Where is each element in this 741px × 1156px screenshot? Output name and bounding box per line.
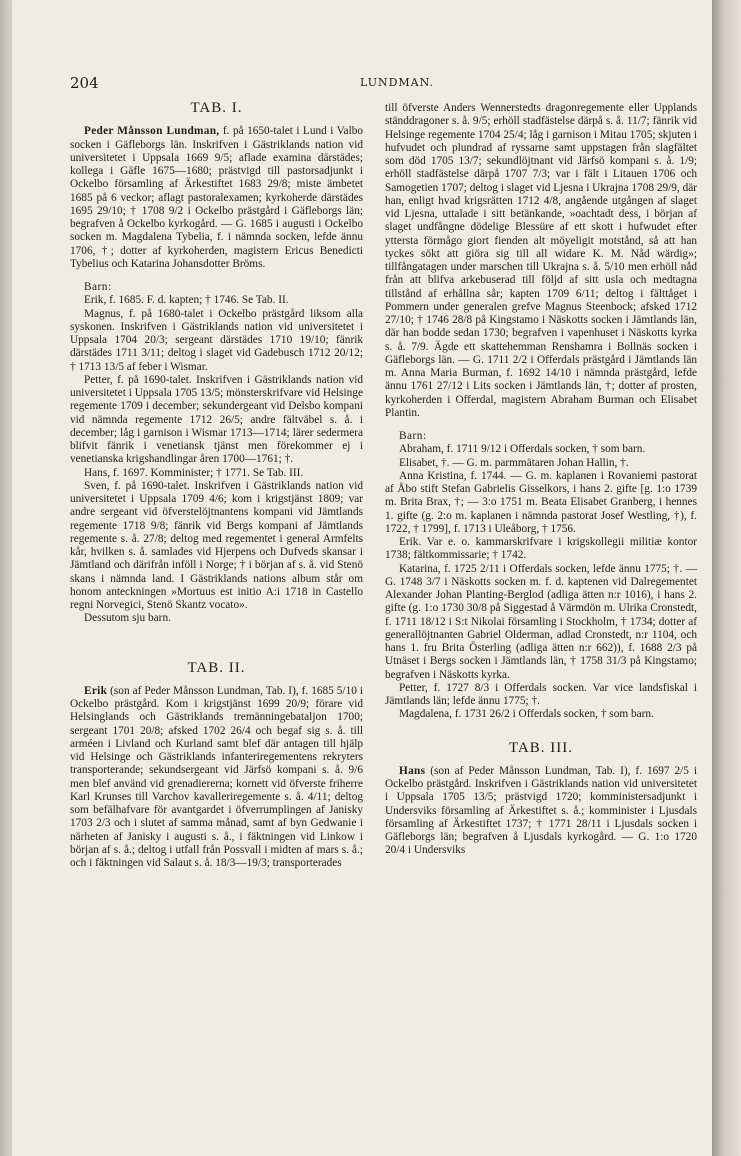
child-hans: Hans, f. 1697. Komminister; † 1771. Se Tab. III.	[84, 466, 304, 479]
child-sven: Sven, f. på 1690-talet. Inskrifven i Gästriklands nation vid universitetet i Uppsala 1709 4/6; kom i krigstjänst 1809; var andre sergeant vid öfverstelöjtnantens kompani vid Jämtlands regemente 1718 9/8; fänrik vid Bergs kompani af Jämtlands regemente s. å. 27/8; deltog med regementet i general Armfelts kår, hvilken s. å. samlades vid Hjerpens och Dufveds skansar i Jämtland och därifrån inföll i Norge; † i början af s. å. vid Stenö skans i nämnda land. I Gästriklands nations album står om honom anteckningen »Mortuus est initio A:i 1718 in Castello regni Norvegici, Stenö Skantz vocato».	[70, 479, 363, 611]
entry-hans	[385, 765, 697, 858]
children-label-1: Barn:	[84, 281, 112, 293]
child-magnus: Magnus, f. på 1680-talet i Ockelbo prästgård liksom alla syskonen. Inskrifven i Gästriklands nation vid universitetet i Uppsala 1704 20/3; sergeant därstädes 1710 19/10; fänrik därstädes 1711 3/11; deltog i slaget vid Gadebusch 1712 20/12; † 1713 13/5 af feber i Wismar.	[70, 307, 363, 373]
child-erik-2: Erik. Var e. o. kammarskrifvare i krigskollegii militiæ kontor 1738; fältkommissarie; † 1742.	[385, 536, 697, 562]
entry-hans-name: Hans	[399, 764, 426, 777]
tab-heading-2: TAB. II.	[187, 659, 246, 676]
tab-heading-1: TAB. I.	[190, 100, 243, 116]
right-column	[385, 102, 697, 858]
entry-peder-name: Peder Månsson Lundman,	[84, 125, 220, 138]
entry-hans-text: (son af Peder Månsson Lundman, Tab. I), f. 1697 2/5 i Ockelbo prästgård. Inskrifven i Gästriklands nation vid universitetet i Uppsala 1705 13/5; prästvigd 1720; komministersadjunkt i Undersviks församling af Ärkestiftet s. å.; komminister i Ljusdals församling af Ärkestiftet 1737; † 1771 28/11 i Ljusdals socken i Gäfleborgs län; begrafven å Ljusdals kyrkogård. — G. 1:o 1720 20/4 i Undersviks	[385, 764, 697, 857]
child-petter-2: Petter, f. 1727 8/3 i Offerdals socken. Var vice landsfiskal i Jämtlands län; lefde ännu 1775; †.	[385, 681, 697, 707]
next-page-edge	[712, 0, 741, 1156]
running-head: LUNDMAN.	[360, 76, 435, 89]
entry-peder-text: f. på 1650-talet i Lund i Valbo socken i Gäfleborgs län. Inskrifven i Gästriklands nation vid universitetet i Uppsala 1669 9/5; aflade examina därstädes; kollega i Gäfle 1675—1680; prästvigd till pastorsadjunkt i Ockelbo församling af Ärkestiftet 1683 29/8; miste ämbetet 1685 på 6 veckor; aflagt pastoralexamen; kyrkoherde därstädes 1695 29/10; † 1708 9/2 i Ockelbo prästgård i Gäfleborgs län; begrafven å Ockelbo kyrkogård. — G. 1685 i augusti i Ockelbo socken m. Magdalena Tybelia, f. i nämnda socken, lefde ännu 1706, †; dotter af kyrkoherden, magistern Ericus Benedicti Tybelius och Katarina Johansdotter Bröms.	[70, 125, 363, 270]
entry-erik-continued: till öfverste Anders Wennerstedts dragonregemente eller Upplands ständdragoner s. å. 9/5; erhöll stadfästelse därpå s. å. 11/7; fänrik vid Helsinge regemente 1704 25/4; låg i garnison i Mitau 1705; skjuten i hufvudet och plundrad af ryssarne samt uppstagen från slagfältet som död 1705 13/7; sekundlöjtnant vid Järfsö kompani s. å. 1/9; erhöll stadfästelse därpå 1707 7/3; var i fält i Litauen 1706 och Samogetien 1707; deltog i slaget vid Ljesna i Ukrajna 1708 29/9, där han, enligt hvad krigsrätten 1712 4/8, angående utgången af slaget vid Ljesna, uttalade i sitt betänkande, »oachtadt dess, i början af slaget undfångne dödelige Blessüre af ett skott i hufwudet efter yttersta förmågo giort fienden alt möyeligit motstånd, så att han tyckes sökt att giöra sig till all widare K. M. Nåd wärdig»; tillfångatagen under marschen till Ukrajna s. å. 5/10 men erhöll nåd från att blifva arkebuserad till följd af sitt usla och medtagna tillstånd af erhållna sår; kapten 1709 6/11; deltog i fälttåget i Pommern under generalen grefve Magnus Steenbock; afsked 1712 27/10; † 1746 28/8 på Kingstamo i Näskotts socken i Jämtlands län, där han bodde sedan 1730; begrafven i vapenhuset i Näskotts kyrka s. å. 7/9. Ägde ett skattehemman Renshamra i Bollnäs socken i Gäfleborgs län. — G. 1711 2/2 i Offerdals prästgård i Jämtlands län m. Anna Maria Burman, f. 1692 14/10 i nämnda prästgård, lefde ännu 1761 27/12 i Lits socken i Jämtlands län, †; dotter af prosten, kyrkoherden i Offerdal, magistern Abraham Burman och Elisabet Plantin.	[385, 102, 697, 419]
children-label-2: Barn:	[399, 430, 427, 442]
entry-erik-text: (son af Peder Månsson Lundman, Tab. I), f. 1685 5/10 i Ockelbo prästgård. Kom i krigstjänst 1699 20/9; förare vid Helsinglands och Gästriklands tremänningebataljon 1700; sergeant 1701 20/8; afsked 1702 26/4 och begaf sig s. å. till arméen i Livland och Kurland samt blef där antagen till hjälp vid Helsinge och Gästriklands infanteriregementens rekryters transporterande; sekundsergeant vid Järfsö kompani s. å. 9/6 men blef använd vid grenadiererna; kornett vid öfverste friherre Karl Krunses till Varchov kavalleriregemente s. å. 4/11; deltog som befälhafvare för avantgardet i öfverrumplingen af Janisky 1703 2/3 och i slutet af samma månad, samt af byn Gedwanie i närheten af Janisky i augusti s. å., i fäktningen vid Linkow i början af s. å.; deltog i utfall från Possvall i midten af mars s. å.; och i fäktningen vid Salaut s. å. 18/3—19/3; transporterades	[70, 684, 363, 869]
child-petter: Petter, f. på 1690-talet. Inskrifven i Gästriklands nation vid universitetet i Uppsala 1705 13/5; mönsterskrifvare vid Helsinge regemente 1709 i december; sekundergeant vid Delsbo kompani vid nämnda regemente 1712 26/5; andre fältväbel s. å. i december; låg i garnison i Wismar 1713—1714; lärer sedermera blifvit fänrik i venetiansk tjänst men förekommer ej i venetianska krigshandlingar åren 1700—1761; †.	[70, 373, 363, 466]
entry-peder	[70, 125, 363, 271]
binding-gutter	[0, 0, 12, 1156]
child-sven-tail: Dessutom sju barn.	[84, 612, 171, 625]
tab-heading-3: TAB. III.	[508, 739, 574, 756]
entry-erik	[70, 685, 363, 871]
child-abraham: Abraham, f. 1711 9/12 i Offerdals socken, † som barn.	[399, 443, 646, 456]
child-magdalena: Magdalena, f. 1731 26/2 i Offerdals socken, † som barn.	[399, 708, 654, 721]
page-number: 204	[70, 74, 99, 92]
page-header	[70, 74, 700, 92]
left-column	[70, 102, 363, 870]
entry-erik-name: Erik	[84, 684, 108, 697]
child-katarina: Katarina, f. 1725 2/11 i Offerdals socken, lefde ännu 1775; †. — G. 1748 3/7 i Näskotts socken m. f. d. kaptenen vid Dalregementet Alexander Johan Planting-Berglod (adliga ätten n:r 1016), i hans 2. gifte (g. 1:o 1730 30/8 på Siggestad å Värmdön m. Ulrika Cronstedt, f. 1711 18/12 i S:t Nikolai församling i Stockholm, † 1734; dotter af generallöjtnanten Gabriel Olderman, adlad Cronstedt, n:r 1104, och hans 1. fru Brita Österling (adliga ätten n:r 662)), f. 1688 2/3 på Utnäset i Bergs socken i Jämtlands län, † 1758 31/3 på Kingstamo; begrafven i Näskotts kyrka.	[385, 562, 697, 681]
child-anna-kristina: Anna Kristina, f. 1744. — G. m. kaplanen i Rovaniemi pastorat af Åbo stift Stefan Gabrielis Gisselkors, i hans 2. gifte [g. 1:o 1739 m. Brita Brax, †; — 3:o 1751 m. Beata Elisabet Granberg, i hennes 1. gifte (g. 2:o m. kaplanen i nämnda pastorat Josef Westling, †), f. 1722, † 1799], f. 1713 i Uleåborg, † 1756.	[385, 469, 697, 535]
child-erik: Erik, f. 1685. F. d. kapten; † 1746. Se Tab. II.	[84, 294, 289, 307]
child-elisabet: Elisabet, †. — G. m. parmmätaren Johan Hallin, †.	[399, 456, 629, 469]
